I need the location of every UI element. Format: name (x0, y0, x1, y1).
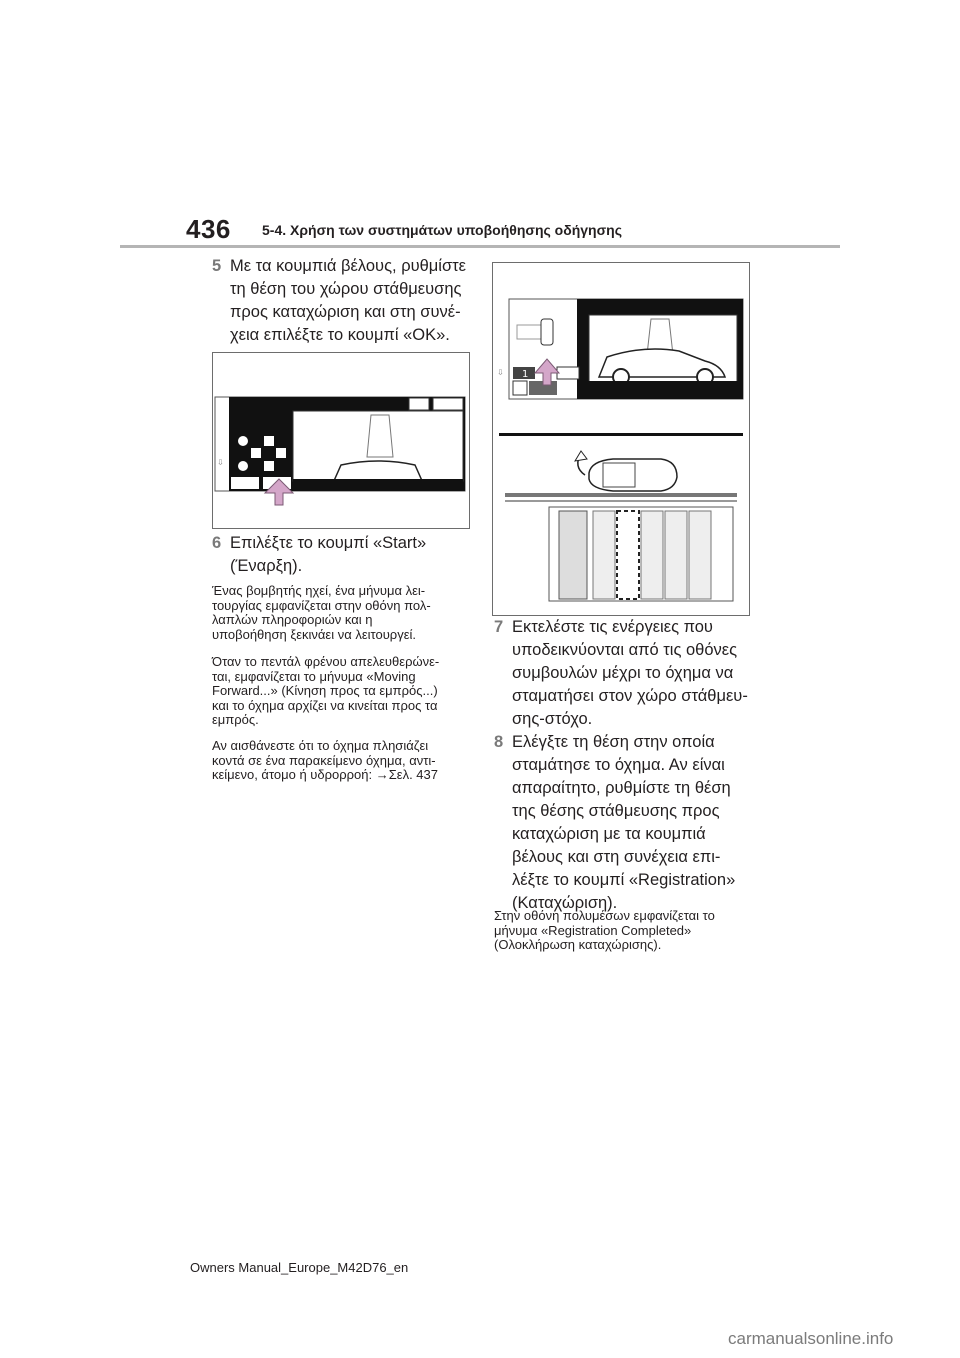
step-number: 5 (212, 257, 222, 275)
step-line: προς καταχώριση και στη συνέ- (230, 303, 461, 321)
step-5 (212, 255, 467, 347)
note-approaching (212, 739, 438, 783)
note-registration-completed (494, 909, 715, 953)
step-line: Επιλέξτε το κουμπί «Start» (230, 534, 427, 552)
note-line: Αν αισθάνεστε ότι το όχημα πλησιάζει (212, 738, 429, 753)
section-title: 5-4. Χρήση των συστημάτων υποβοήθησης οδήγησης (262, 222, 623, 238)
note-line: Όταν το πεντάλ φρένου απελευθερώνε- (212, 654, 440, 669)
step-line: Εκτελέστε τις ενέργειες που (512, 618, 713, 636)
step-line: χεια επιλέξτε το κουμπί «OK». (230, 326, 450, 344)
step-6 (212, 532, 427, 578)
note-buzzer (212, 584, 431, 642)
step-line: συμβουλών μέχρι το όχημα να (512, 664, 734, 682)
figure-guidance-screen (492, 262, 750, 616)
note-line: Forward...» (Κίνηση προς τα εμπρός...) (212, 683, 438, 698)
step-line: (Καταχώριση). (512, 894, 618, 912)
watermark-link[interactable]: carmanualsonline.info (728, 1329, 894, 1348)
step-line: απαραίτητο, ρυθμίστε τη θέση (512, 779, 731, 797)
step-line: καταχώριση με τα κουμπιά (512, 825, 706, 843)
step-7 (494, 616, 748, 731)
note-line: ται, εμφανίζεται το μήνυμα «Moving (212, 668, 416, 684)
step-line: σταματήσει στον χώρο στάθμευ- (512, 687, 748, 705)
step-line: υποδεικνύονται από τις οθόνες (512, 641, 738, 659)
step-number: 6 (212, 534, 222, 552)
svg-text:⇩: ⇩ (217, 458, 224, 467)
footer-doc-name: Owners Manual_Europe_M42D76_en (190, 1260, 409, 1275)
note-line: μήνυμα «Registration Completed» (494, 922, 692, 938)
step-number: 7 (494, 618, 504, 636)
note-line: εμπρός. (212, 712, 259, 727)
step-line: σης-στόχο. (512, 710, 593, 728)
note-line: κοντά σε ένα παρακείμενο όχημα, αντι- (212, 752, 436, 768)
step-line: της θέσης στάθμευσης προς (512, 802, 720, 820)
step-8 (494, 731, 736, 915)
figure-parking-screen (212, 352, 470, 529)
note-line: Ένας βομβητής ηχεί, ένα μήνυμα λει- (212, 583, 426, 598)
step-line: Ελέγξτε τη θέση στην οποία (512, 733, 715, 751)
header-rule (120, 245, 840, 248)
note-line: τουργίας εμφανίζεται στην οθόνη πολ- (212, 597, 431, 613)
note-line: και το όχημα αρχίζει να κινείται προς τα (212, 697, 438, 713)
figure-label: 1 (522, 369, 529, 380)
note-line: υποβοήθηση ξεκινάει να λειτουργεί. (212, 626, 416, 642)
step-line: βέλους και στη συνέχεια επι- (512, 848, 721, 866)
note-line: κείμενο, άτομο ή υδρορροή: →Σελ. 437 (212, 767, 438, 782)
step-line: (Έναρξη). (230, 557, 303, 575)
step-line: σταμάτησε το όχημα. Αν είναι (512, 756, 725, 774)
step-line: τη θέση του χώρου στάθμευσης (230, 280, 462, 298)
note-line: λαπλών πληροφοριών και η (212, 612, 373, 627)
note-line: (Ολοκλήρωση καταχώρισης). (494, 937, 662, 952)
note-brake-release (212, 655, 439, 728)
note-line: Στην οθόνη πολυμέσων εμφανίζεται το (494, 908, 715, 923)
page-number: 436 (186, 214, 231, 244)
step-line: λέξτε το κουμπί «Registration» (512, 871, 736, 889)
svg-text:⇩: ⇩ (497, 368, 504, 377)
step-number: 8 (494, 733, 504, 751)
step-line: Με τα κουμπιά βέλους, ρυθμίστε (230, 257, 467, 275)
